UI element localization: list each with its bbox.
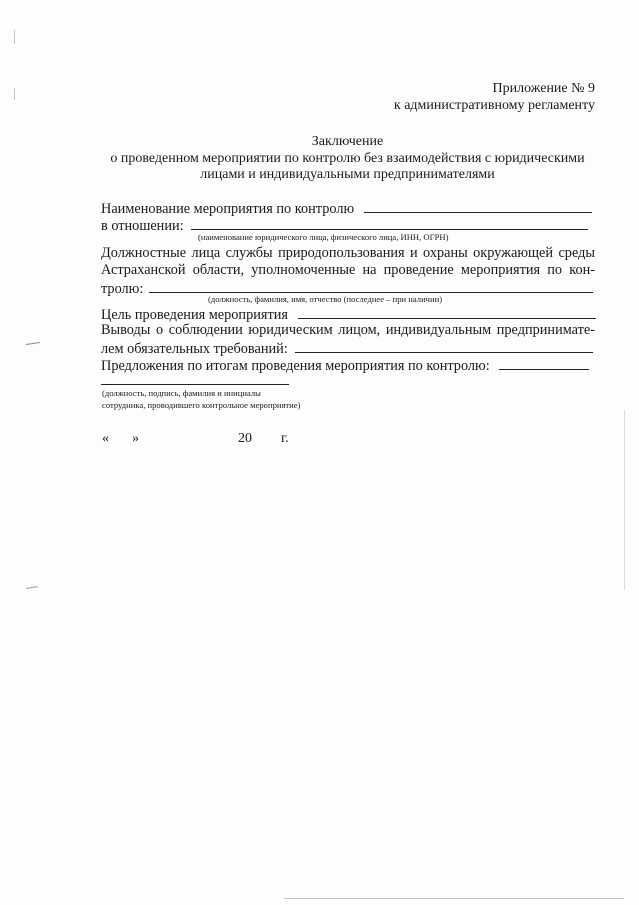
document-subtitle-line1: о проведенном мероприятии по контролю без взаимодействия с юридическими [110, 151, 585, 166]
proposals-field[interactable] [499, 356, 589, 370]
officials-line2: Астраханской области, уполномоченные на проведение мероприятия по кон- [101, 262, 595, 278]
officials-line1: Должностные лица службы природопользования и охраны окружающей среды [101, 245, 595, 261]
proposals-label: Предложения по итогам проведения мероприятия по контролю: [101, 358, 490, 374]
regarding-label: в отношении: [101, 218, 184, 234]
officials-field[interactable] [149, 279, 593, 293]
goal-label: Цель проведения мероприятия [101, 307, 288, 323]
goal-field[interactable] [298, 305, 596, 319]
document-subtitle-line2: лицами и индивидуальными предпринимателями [200, 167, 495, 182]
officials-caption: (должность, фамилия, имя, отчество (последнее – при наличии) [208, 294, 443, 304]
appendix-number: Приложение № 9 [492, 81, 595, 96]
conclusions-label: лем обязательных требований: [101, 341, 288, 357]
signature-line[interactable] [101, 384, 289, 385]
conclusions-line1: Выводы о соблюдении юридическим лицом, индивидуальным предпринимате- [101, 322, 595, 338]
date-close-quote: » [132, 431, 139, 446]
scan-artifact [14, 30, 15, 44]
date-year-prefix: 20 [238, 431, 252, 446]
date-row [102, 430, 289, 447]
signature-caption-line1: (должность, подпись, фамилия и инициалы [102, 388, 261, 398]
regarding-caption: (наименование юридического лица, физического лица, ИНН, ОГРН) [198, 232, 449, 242]
document-title: Заключение [311, 134, 384, 149]
date-year-suffix: г. [281, 431, 289, 446]
event-name-field[interactable] [364, 199, 592, 213]
regarding-field[interactable] [191, 216, 588, 230]
scan-artifact [624, 410, 625, 590]
event-name-label: Наименование мероприятия по контролю [101, 201, 355, 217]
scan-artifact [26, 586, 38, 589]
signature-caption-line2: сотрудника, проводившего контрольное мероприятие) [102, 400, 301, 410]
scan-artifact [14, 88, 15, 100]
conclusions-field[interactable] [295, 339, 593, 353]
scan-artifact [26, 342, 40, 345]
scan-artifact [284, 898, 624, 899]
officials-label: тролю: [101, 281, 144, 297]
regulation-reference: к административному регламенту [393, 98, 595, 113]
proposals-row [101, 356, 595, 375]
date-open-quote: « [102, 431, 109, 446]
